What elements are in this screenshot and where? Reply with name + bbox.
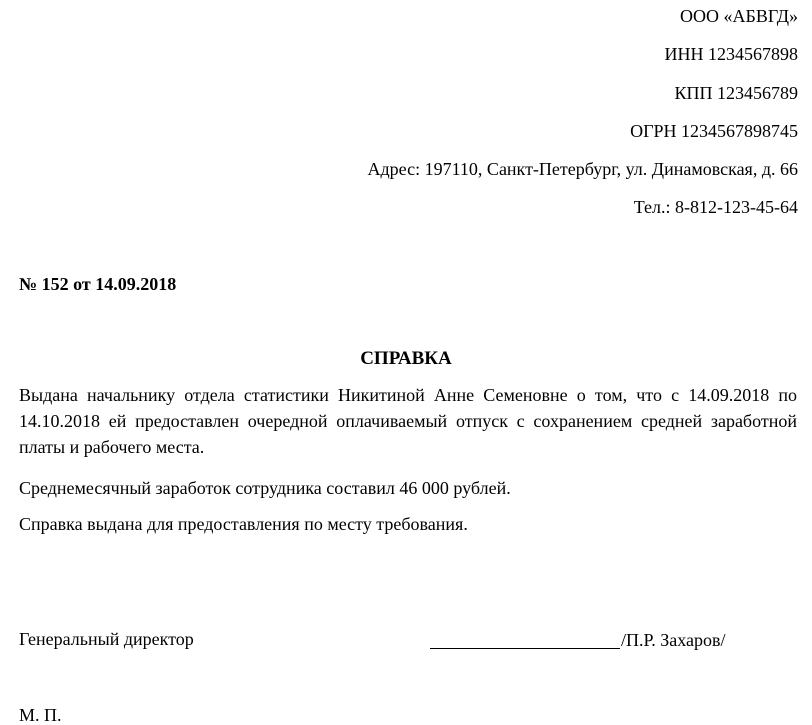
signature-line <box>430 630 620 649</box>
body-paragraph-1: Выдана начальнику отдела статистики Никитиной Анне Семеновне о том, что с 14.09.2018 по 14.10.2018 ей предоставлен очередной оплачиваемый отпуск с сохранением средней заработной платы и рабочего места. <box>19 385 797 457</box>
document-title: СПРАВКА <box>360 348 452 369</box>
body-paragraph-2: Среднемесячный заработок сотрудника составил 46 000 рублей. <box>19 478 511 498</box>
document-number: № 152 от 14.09.2018 <box>19 274 177 294</box>
org-kpp: КПП 123456789 <box>674 83 798 103</box>
org-name: ООО «АБВГД» <box>680 6 798 26</box>
signature-block <box>430 630 726 649</box>
org-phone: Тел.: 8-812-123-45-64 <box>633 197 798 217</box>
signatory-position: Генеральный директор <box>19 629 194 649</box>
org-inn: ИНН 1234567898 <box>664 44 798 64</box>
signatory-name: /П.Р. Захаров/ <box>621 630 726 650</box>
body-paragraph-3: Справка выдана для предоставления по месту требования. <box>19 514 468 534</box>
stamp-place: М. П. <box>19 705 62 725</box>
org-address: Адрес: 197110, Санкт-Петербург, ул. Динамовская, д. 66 <box>367 159 798 179</box>
org-ogrn: ОГРН 1234567898745 <box>630 121 798 141</box>
